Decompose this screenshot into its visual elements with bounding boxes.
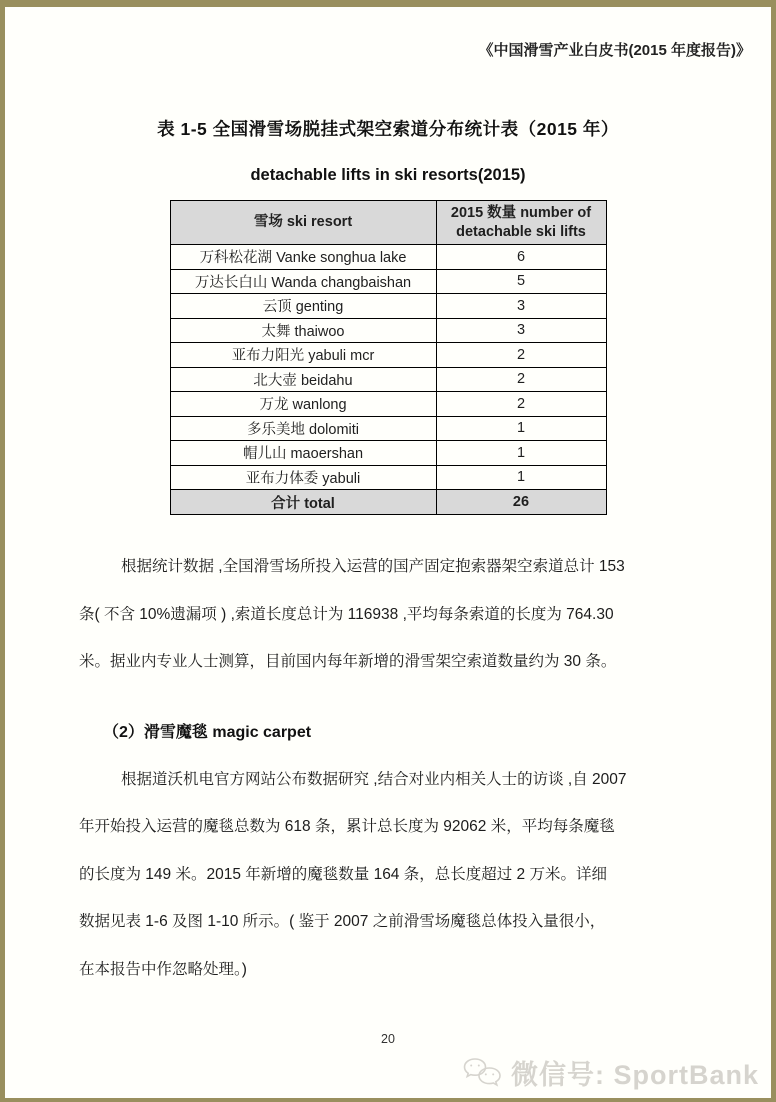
count-cell: 2	[436, 367, 606, 392]
wechat-icon	[461, 1055, 503, 1091]
resort-cell: 帽儿山 maoershan	[170, 441, 436, 466]
paragraph-line: 米。据业内专业人士测算，目前国内每年新增的滑雪架空索道数量约为 30 条。	[79, 653, 617, 670]
count-cell: 5	[436, 269, 606, 294]
total-value-cell: 26	[436, 490, 606, 515]
table-row	[170, 367, 606, 392]
total-label-cell: 合计 total	[170, 490, 436, 515]
count-cell: 1	[436, 416, 606, 441]
table-row	[170, 343, 606, 368]
page-number: 20	[381, 1032, 395, 1046]
table-total-row	[170, 490, 606, 515]
paragraph-line: 年开始投入运营的魔毯总数为 618 条，累计总长度为 92062 米，平均每条魔毯	[79, 818, 615, 835]
watermark	[461, 1053, 759, 1092]
watermark-text: 微信号: SportBank	[510, 1060, 759, 1090]
resort-cell: 万达长白山 Wanda changbaishan	[170, 269, 436, 294]
table-row	[170, 294, 606, 319]
table-row	[170, 441, 606, 466]
paragraph-line: 在本报告中作忽略处理。)	[79, 960, 247, 978]
resort-cell: 亚布力体委 yabuli	[170, 465, 436, 490]
count-cell: 2	[436, 392, 606, 417]
resort-cell: 云顶 genting	[170, 294, 436, 319]
col-header-lift-count-line1: 2015 数量 number of	[450, 204, 592, 221]
table-row	[170, 416, 606, 441]
section-heading-magic-carpet: （2）滑雪魔毯 magic carpet	[103, 723, 312, 741]
count-cell: 1	[436, 465, 606, 490]
resort-cell: 太舞 thaiwoo	[170, 318, 436, 343]
col-header-lift-count	[436, 201, 606, 245]
table-title-en: detachable lifts in ski resorts(2015)	[250, 166, 526, 184]
count-cell: 6	[436, 245, 606, 270]
paragraph-magic-carpet	[79, 756, 697, 994]
col-header-lift-count-line2: detachable ski lifts	[456, 223, 586, 240]
paragraph-line: 数据见表 1-6 及图 1-10 所示。( 鉴于 2007 之前滑雪场魔毯总体投入量很小，	[79, 913, 606, 930]
count-cell: 2	[436, 343, 606, 368]
paragraph-line: 条( 不含 10%遗漏项 ) ,索道长度总计为 116938 ,平均每条索道的长度为 764.30	[79, 605, 614, 623]
count-cell: 1	[436, 441, 606, 466]
resort-cell: 亚布力阳光 yabuli mcr	[170, 343, 436, 368]
col-header-ski-resort: 雪场 ski resort	[170, 201, 436, 245]
paragraph-lift-statistics	[79, 543, 697, 686]
table-title-cn: 表 1-5 全国滑雪场脱挂式架空索道分布统计表（2015 年）	[157, 119, 619, 139]
resort-cell: 多乐美地 dolomiti	[170, 416, 436, 441]
resort-cell: 万科松花湖 Vanke songhua lake	[170, 245, 436, 270]
table-row	[170, 318, 606, 343]
resort-cell: 北大壶 beidahu	[170, 367, 436, 392]
resort-cell: 万龙 wanlong	[170, 392, 436, 417]
count-cell: 3	[436, 294, 606, 319]
paragraph-line: 根据道沃机电官方网站公布数据研究 ,结合对业内相关人士的访谈 ,自 2007	[121, 770, 627, 788]
table-row	[170, 269, 606, 294]
table-row	[170, 392, 606, 417]
count-cell: 3	[436, 318, 606, 343]
paragraph-line: 根据统计数据 ,全国滑雪场所投入运营的国产固定抱索器架空索道总计 153	[121, 558, 625, 575]
detachable-lifts-table	[170, 200, 607, 515]
table-row	[170, 245, 606, 270]
running-header: 《中国滑雪产业白皮书(2015 年度报告)》	[478, 42, 751, 59]
table-header-row	[170, 201, 606, 245]
table-row	[170, 465, 606, 490]
paragraph-line: 的长度为 149 米。2015 年新增的魔毯数量 164 条，总长度超过 2 万米。详细	[79, 865, 607, 883]
